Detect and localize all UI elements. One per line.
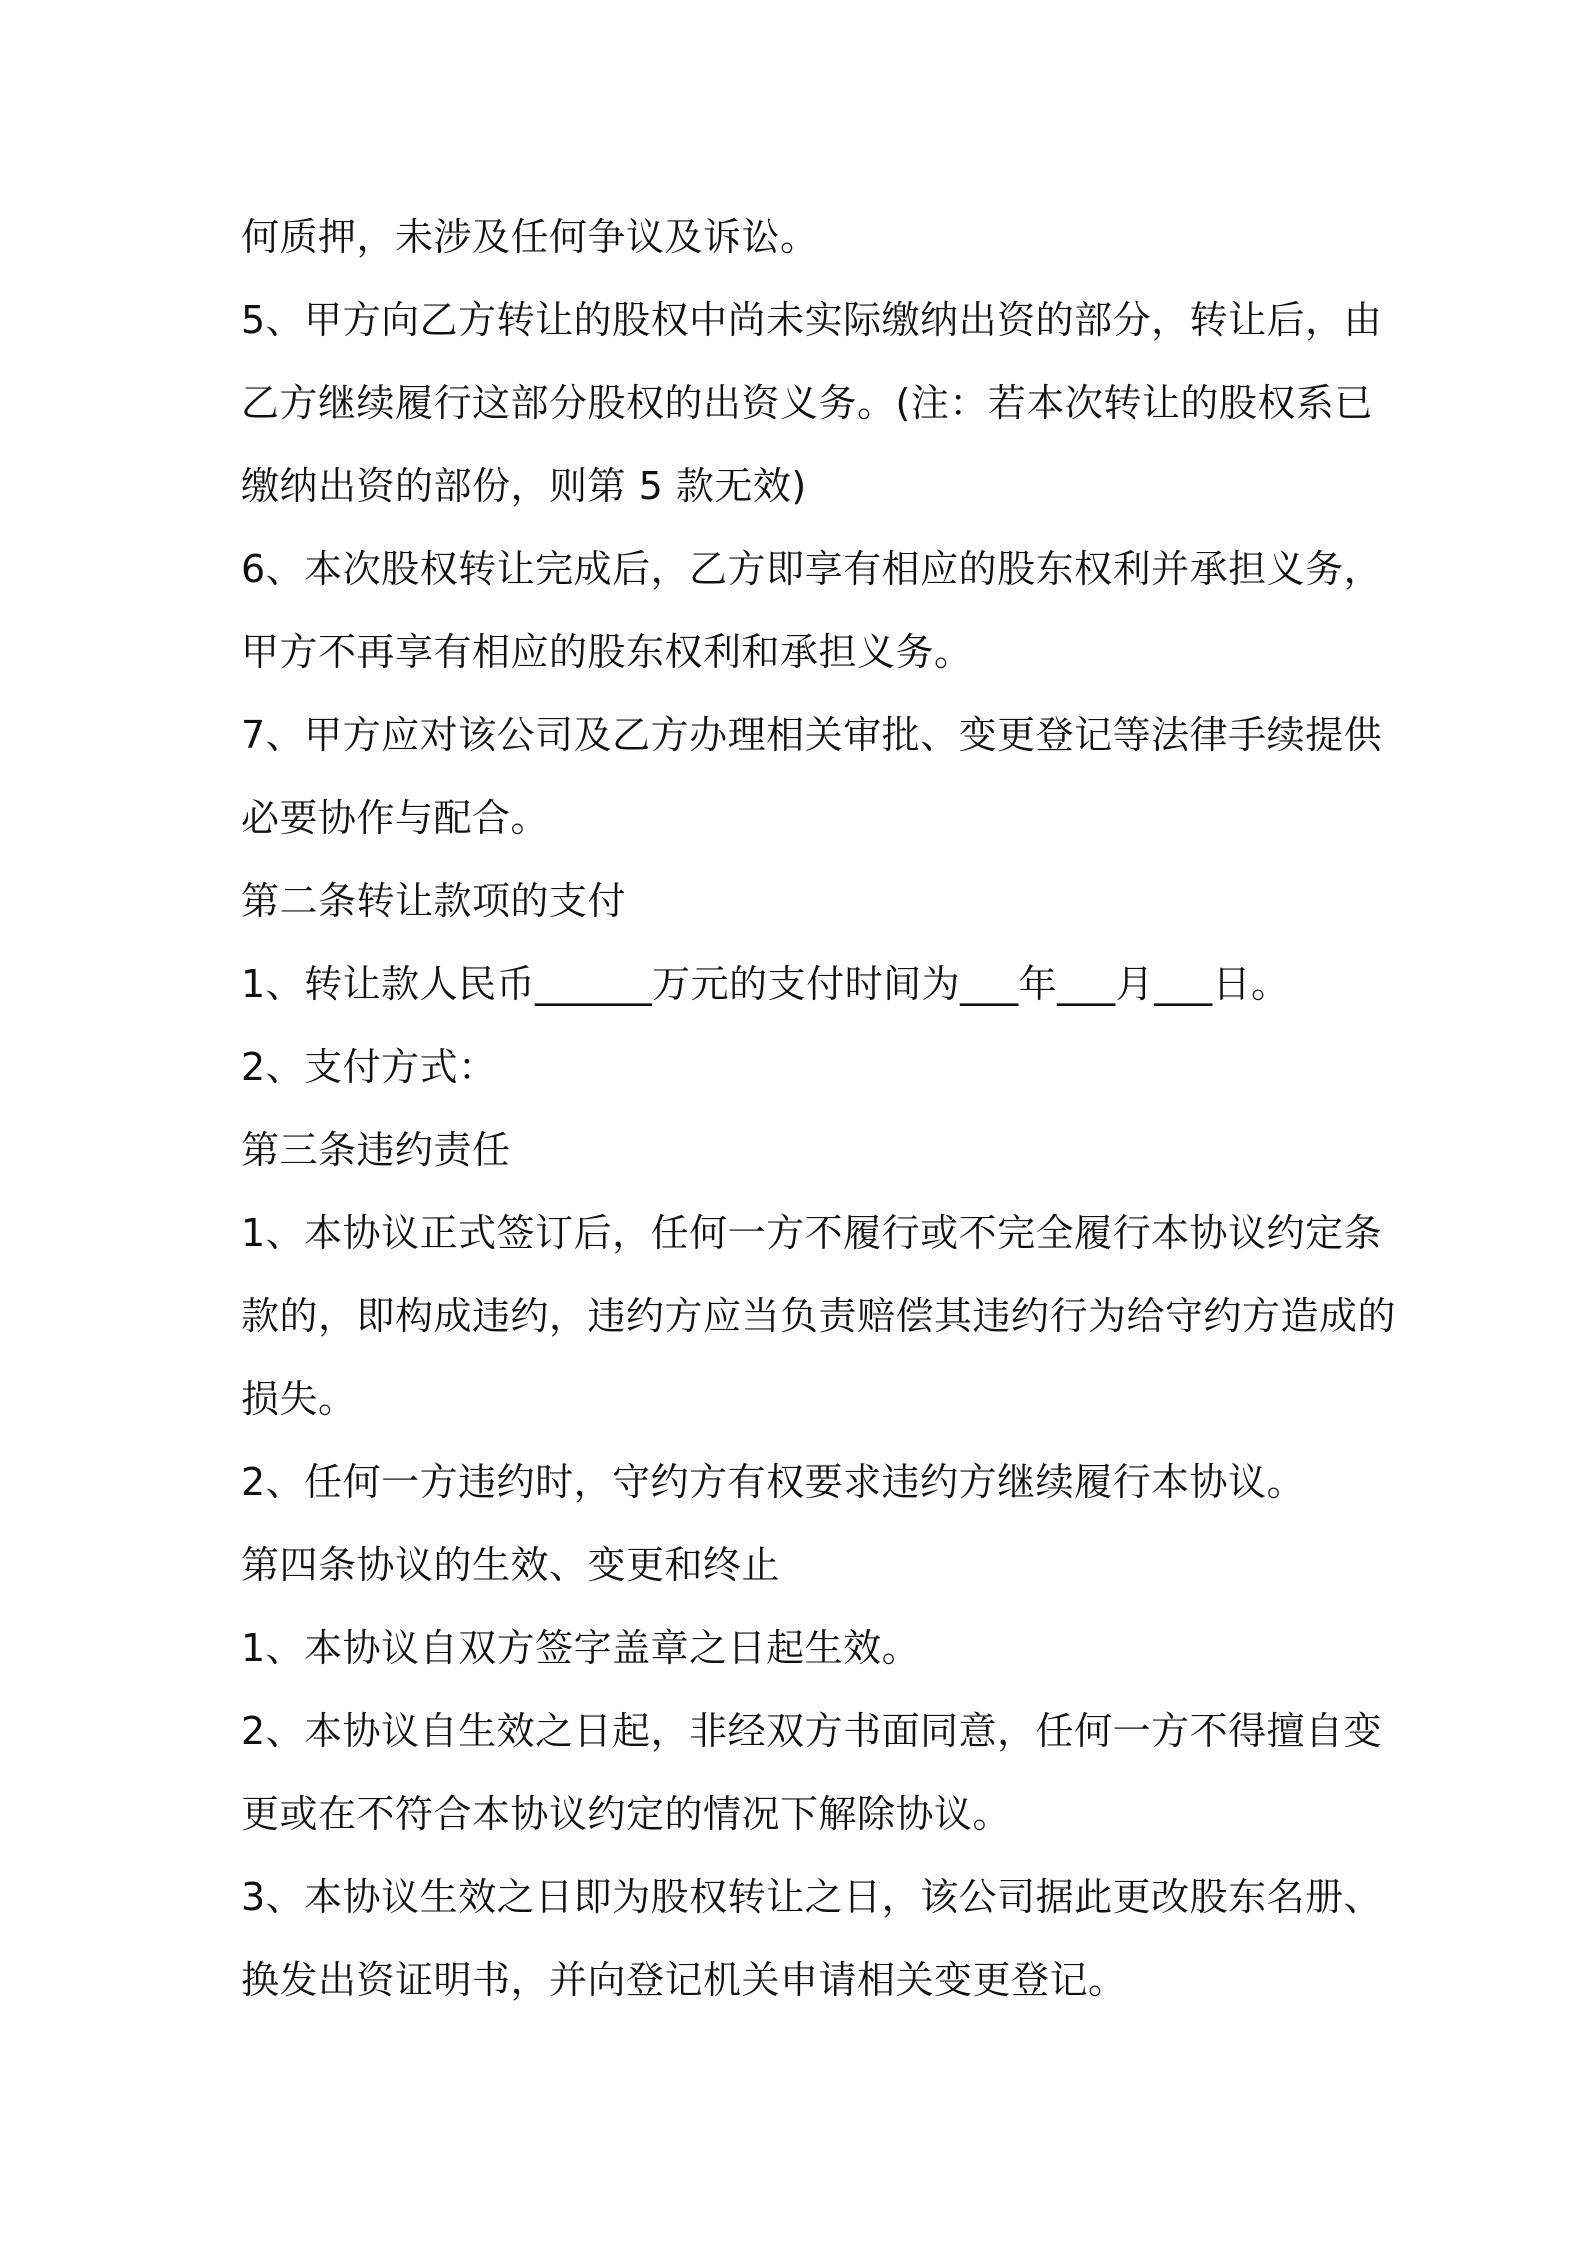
text-line: 甲方不再享有相应的股东权利和承担义务。	[241, 630, 973, 674]
text-line: 2、本协议自生效之日起，非经双方书面同意，任何一方不得擅自变	[241, 1709, 1383, 1753]
text-line: 1、转让款人民币______万元的支付时间为___年___月___日。	[241, 962, 1290, 1006]
text-line: 换发出资证明书，并向登记机关申请相关变更登记。	[241, 1958, 1127, 2002]
text-line: 1、本协议自双方签字盖章之日起生效。	[241, 1626, 921, 1670]
text-line: 损失。	[241, 1377, 357, 1421]
text-line: 何质押，未涉及任何争议及诉讼。	[241, 215, 819, 259]
text-line: 6、本次股权转让完成后，乙方即享有相应的股东权利并承担义务，	[241, 547, 1383, 591]
text-line: 款的，即构成违约，违约方应当负责赔偿其违约行为给守约方造成的	[241, 1294, 1397, 1338]
text-line: 5、甲方向乙方转让的股权中尚未实际缴纳出资的部分，转让后，由	[241, 298, 1383, 342]
text-line: 1、本协议正式签订后，任何一方不履行或不完全履行本协议约定条	[241, 1211, 1383, 1255]
text-line: 乙方继续履行这部分股权的出资义务。(注：若本次转让的股权系已	[241, 381, 1373, 425]
text-line: 更或在不符合本协议约定的情况下解除协议。	[241, 1792, 1012, 1836]
text-line: 2、任何一方违约时，守约方有权要求违约方继续履行本协议。	[241, 1460, 1306, 1504]
text-line: 3、本协议生效之日即为股权转让之日，该公司据此更改股东名册、	[241, 1875, 1383, 1919]
section-heading: 第三条违约责任	[241, 1128, 511, 1172]
text-line: 7、甲方应对该公司及乙方办理相关审批、变更登记等法律手续提供	[241, 713, 1383, 757]
section-heading: 第二条转让款项的支付	[241, 879, 627, 923]
document-body	[241, 196, 1397, 2022]
text-line: 2、支付方式：	[241, 1045, 497, 1089]
section-heading: 第四条协议的生效、变更和终止	[241, 1543, 781, 1587]
text-line: 必要协作与配合。	[241, 796, 550, 840]
text-line: 缴纳出资的部份，则第 5 款无效)	[241, 464, 807, 508]
